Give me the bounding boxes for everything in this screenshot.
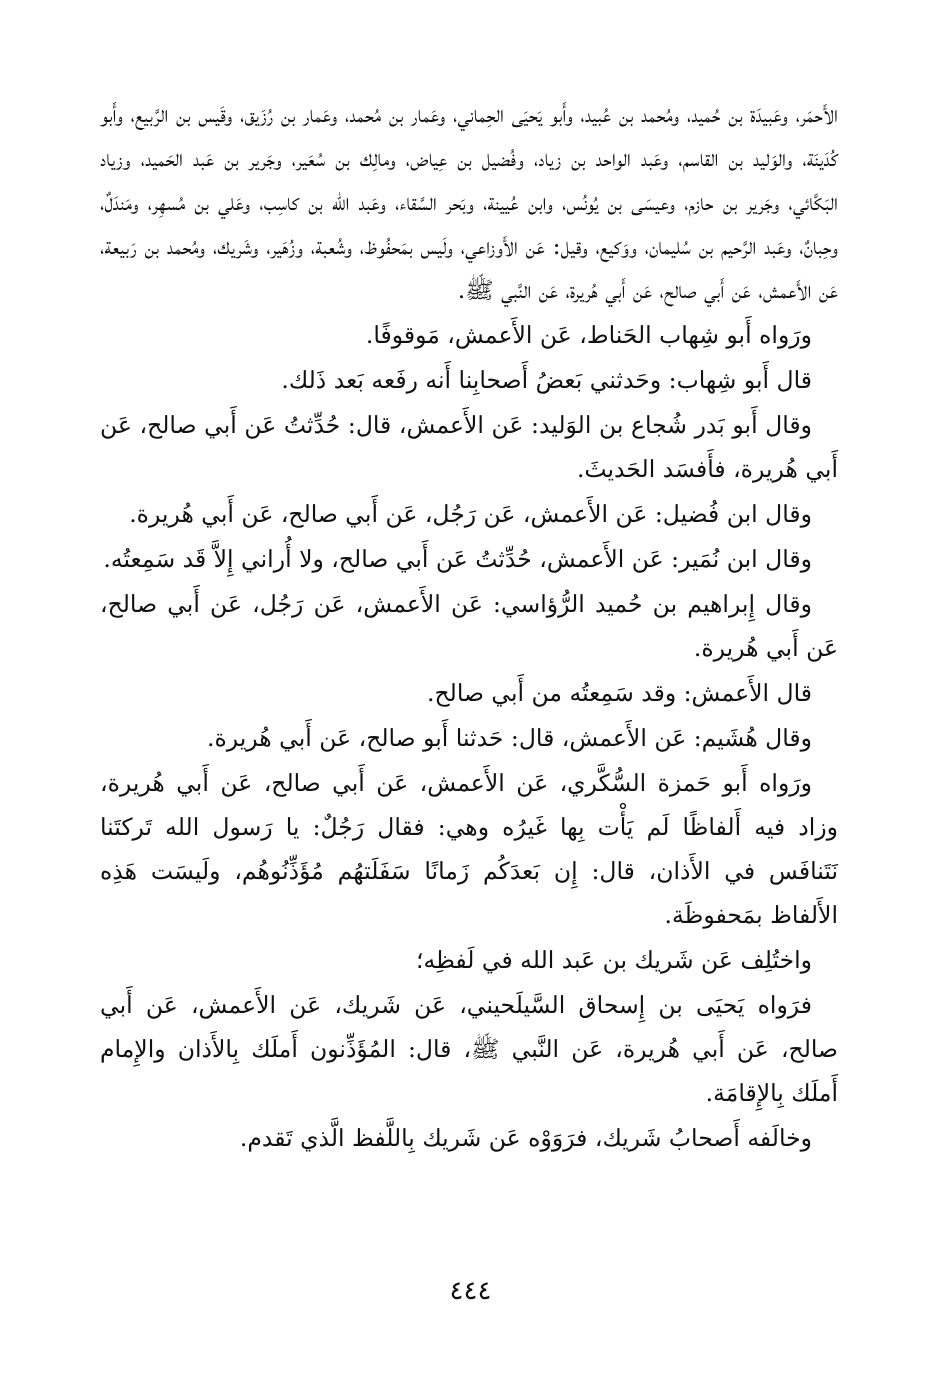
page-body	[100, 92, 838, 1161]
paragraph-13: وخالَفه أَصحابُ شَريك، فرَوَوْه عَن شَريك بِاللَّفظ الَّذي تَقدم.	[239, 1124, 812, 1152]
paragraph-4: وقال أَبو بَدر شُجاع بن الوَليد: عَن الأَعمش، قال: حُدِّثتُ عَن أَبي صالح، عَن أَبي هُريرة، فأَفسَد الحَديثَ.	[100, 411, 838, 483]
paragraph-2: ورَواه أَبو شِهاب الحَناط، عَن الأَعمش، مَوقوفًا.	[365, 321, 812, 349]
paragraph-7: وقال إِبراهيم بن حُميد الرُّؤاسي: عَن الأَعمش، عَن رَجُل، عَن أَبي صالح، عَن أَبي هُريرة.	[100, 590, 838, 662]
paragraph-12: فرَواه يَحيَى بن إِسحاق السَّيلَحيني، عَن شَريك، عَن الأَعمش، عَن أَبي صالح، عَن أَبي هُريرة، عَن النَّبي ﷺ، قال: المُؤَذِّنون أَملَك بِالأَذان والإِمام أَملَك بِالإِقامَة.	[100, 991, 838, 1107]
paragraph-3: قال أَبو شِهاب: وحَدثني بَعضُ أَصحابِنا أَنه رفَعه بَعد ذَلك.	[281, 366, 812, 394]
paragraph-5: وقال ابن فُضيل: عَن الأَعمش، عَن رَجُل، عَن أَبي صالح، عَن أَبي هُريرة.	[129, 500, 812, 528]
paragraph-10: ورَواه أَبو حَمزة السُّكَّري، عَن الأَعمش، عَن أَبي صالح، عَن أَبي هُريرة، وزاد فيه أَلفاظًا لَم يَأْت بِها غَيرُه وهي: فقال رَجُلٌ: يا رَسول الله تَركتَنا نَتَنافَس في الأَذان، قال: إِن بَعدَكُم زَمانًا سَفَلَتهُم مُؤَذِّنُوهُم، ولَيسَت هَذِه الأَلفاظ بمَحفوظَة.	[100, 769, 838, 929]
paragraph-8: قال الأَعمش: وقد سَمِعتُه من أَبي صالح.	[427, 679, 812, 707]
paragraph-9: وقال هُشَيم: عَن الأَعمش، قال: حَدثنا أَبو صالح، عَن أَبي هُريرة.	[206, 724, 812, 752]
page-number: ٤٤٤	[449, 1276, 492, 1306]
paragraph-6: وقال ابن نُمَير: عَن الأَعمش، حُدِّثتُ عَن أَبي صالح، ولا أُراني إِلاَّ قَد سَمِعتُه.	[103, 545, 812, 573]
paragraph-1: الأَحمَر، وعَبيدَة بن حُميد، ومُحمد بن عُبيد، وأَبو يَحيَى الحِماني، وعَمار بن مُحمد، وعَمار بن رُزَيق، وقَيس بن الرَّبيع، وأَبو كُدَينَة، والوَليد بن القاسم، وعَبد الواحد بن زياد، وفُضيل بن عِياض، ومالِك بن سُعَير، وجَرير بن عَبد الحَميد، وزياد البَكَّائي، وجَرير بن حازم، وعيسَى بن يُونُس، وابن عُيينة، وبَحر السَّقاء، وعَبد الله بن كاسِب، وعَلي بن مُسهِر، ومَندَلٌ، وحِبانٌ، وعَبد الرَّحيم بن سُليمان، ووَكيع، وقيل: عَن الأَوزاعي، ولَيس بمَحفُوظ، وشُعبة، وزُهَير، وشَريك، ومُحمد بن رَبيعة، عَن الأَعمش، عَن أَبي صالح، عَن أَبي هُريرة، عَن النَّبي ﷺ.	[100, 100, 838, 304]
paragraph-11: واختُلِف عَن شَريك بن عَبد الله في لَفظِه؛	[416, 946, 812, 974]
